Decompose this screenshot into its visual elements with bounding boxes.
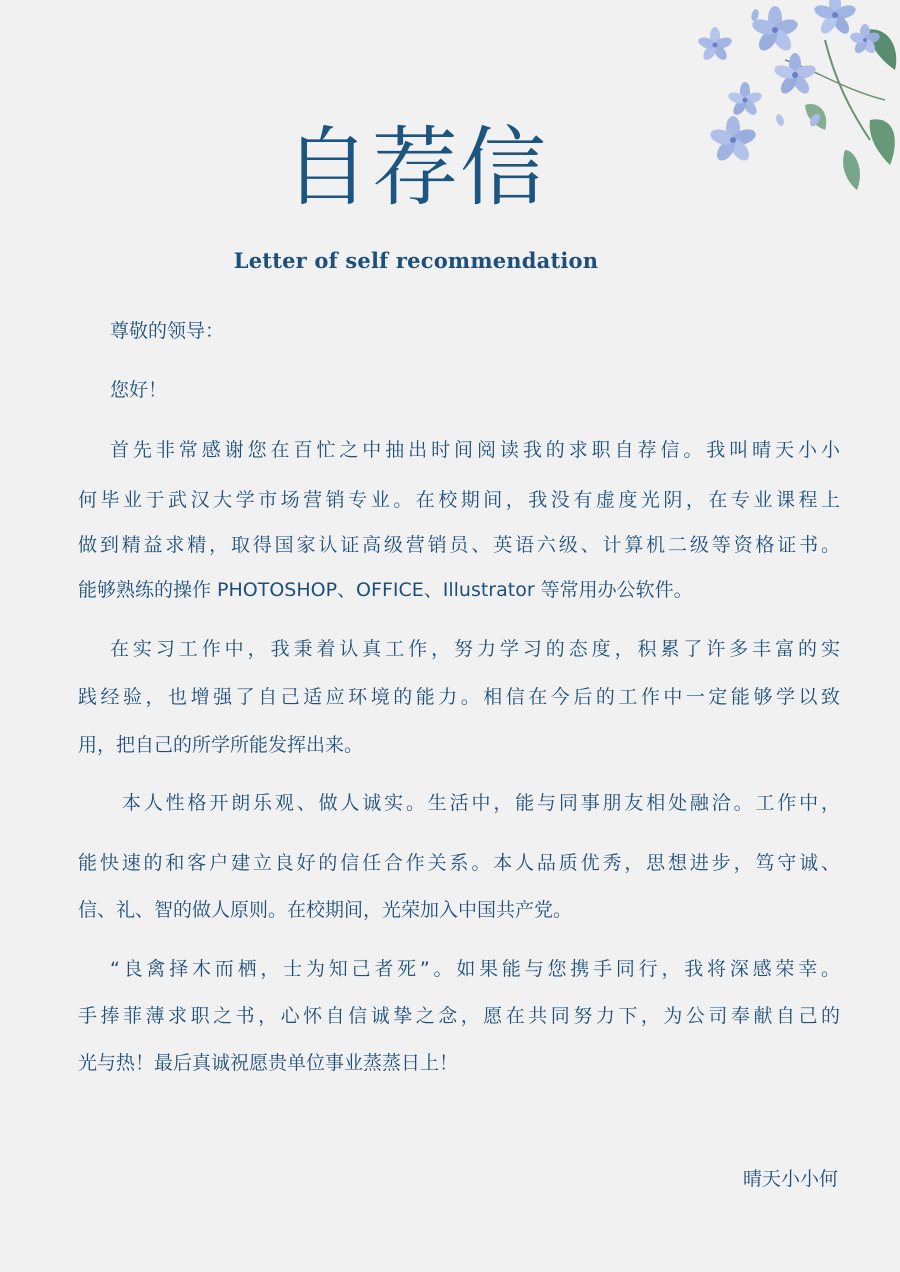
paragraph-2-line-3: 用，把自己的所学所能发挥出来。 <box>78 734 364 756</box>
letter-subtitle: Letter of self recommendation <box>233 248 599 273</box>
paragraph-1-line-3: 做到精益求精，取得国家认证高级营销员、英语六级、计算机二级等资格证书。 <box>78 534 840 556</box>
paragraph-4-line-2: 手捧菲薄求职之书，心怀自信诚挚之念，愿在共同努力下，为公司奉献自己的 <box>78 1005 840 1027</box>
paragraph-1-line-2: 何毕业于武汉大学市场营销专业。在校期间，我没有虚度光阴，在专业课程上 <box>78 489 840 511</box>
signature: 晴天小小何 <box>742 1168 838 1190</box>
paragraph-1-line-1: 首先非常感谢您在百忙之中抽出时间阅读我的求职自荐信。我叫晴天小小 <box>110 439 840 461</box>
salutation: 尊敬的领导： <box>110 320 225 342</box>
paragraph-1-line-4: 能够熟练的操作 PHOTOSHOP、OFFICE、Illustrator 等常用办公软件。 <box>78 579 693 601</box>
greeting: 您好！ <box>110 379 168 401</box>
paragraph-3-line-3: 信、礼、智的做人原则。在校期间，光荣加入中国共产党。 <box>78 899 573 921</box>
letter-title: 自荐信 <box>284 118 548 218</box>
paragraph-3-line-1: 本人性格开朗乐观、做人诚实。生活中，能与同事朋友相处融洽。工作中， <box>122 792 840 814</box>
paragraph-3-line-2: 能快速的和客户建立良好的信任合作关系。本人品质优秀，思想进步，笃守诚、 <box>78 852 840 874</box>
paragraph-4-line-3: 光与热！最后真诚祝愿贵单位事业蒸蒸日上！ <box>78 1052 459 1074</box>
paragraph-2-line-2: 践经验，也增强了自己适应环境的能力。相信在今后的工作中一定能够学以致 <box>78 686 840 708</box>
paragraph-4-line-1: “良禽择木而栖，士为知己者死”。如果能与您携手同行，我将深感荣幸。 <box>110 958 840 980</box>
paragraph-2-line-1: 在实习工作中，我秉着认真工作，努力学习的态度，积累了许多丰富的实 <box>110 638 840 660</box>
